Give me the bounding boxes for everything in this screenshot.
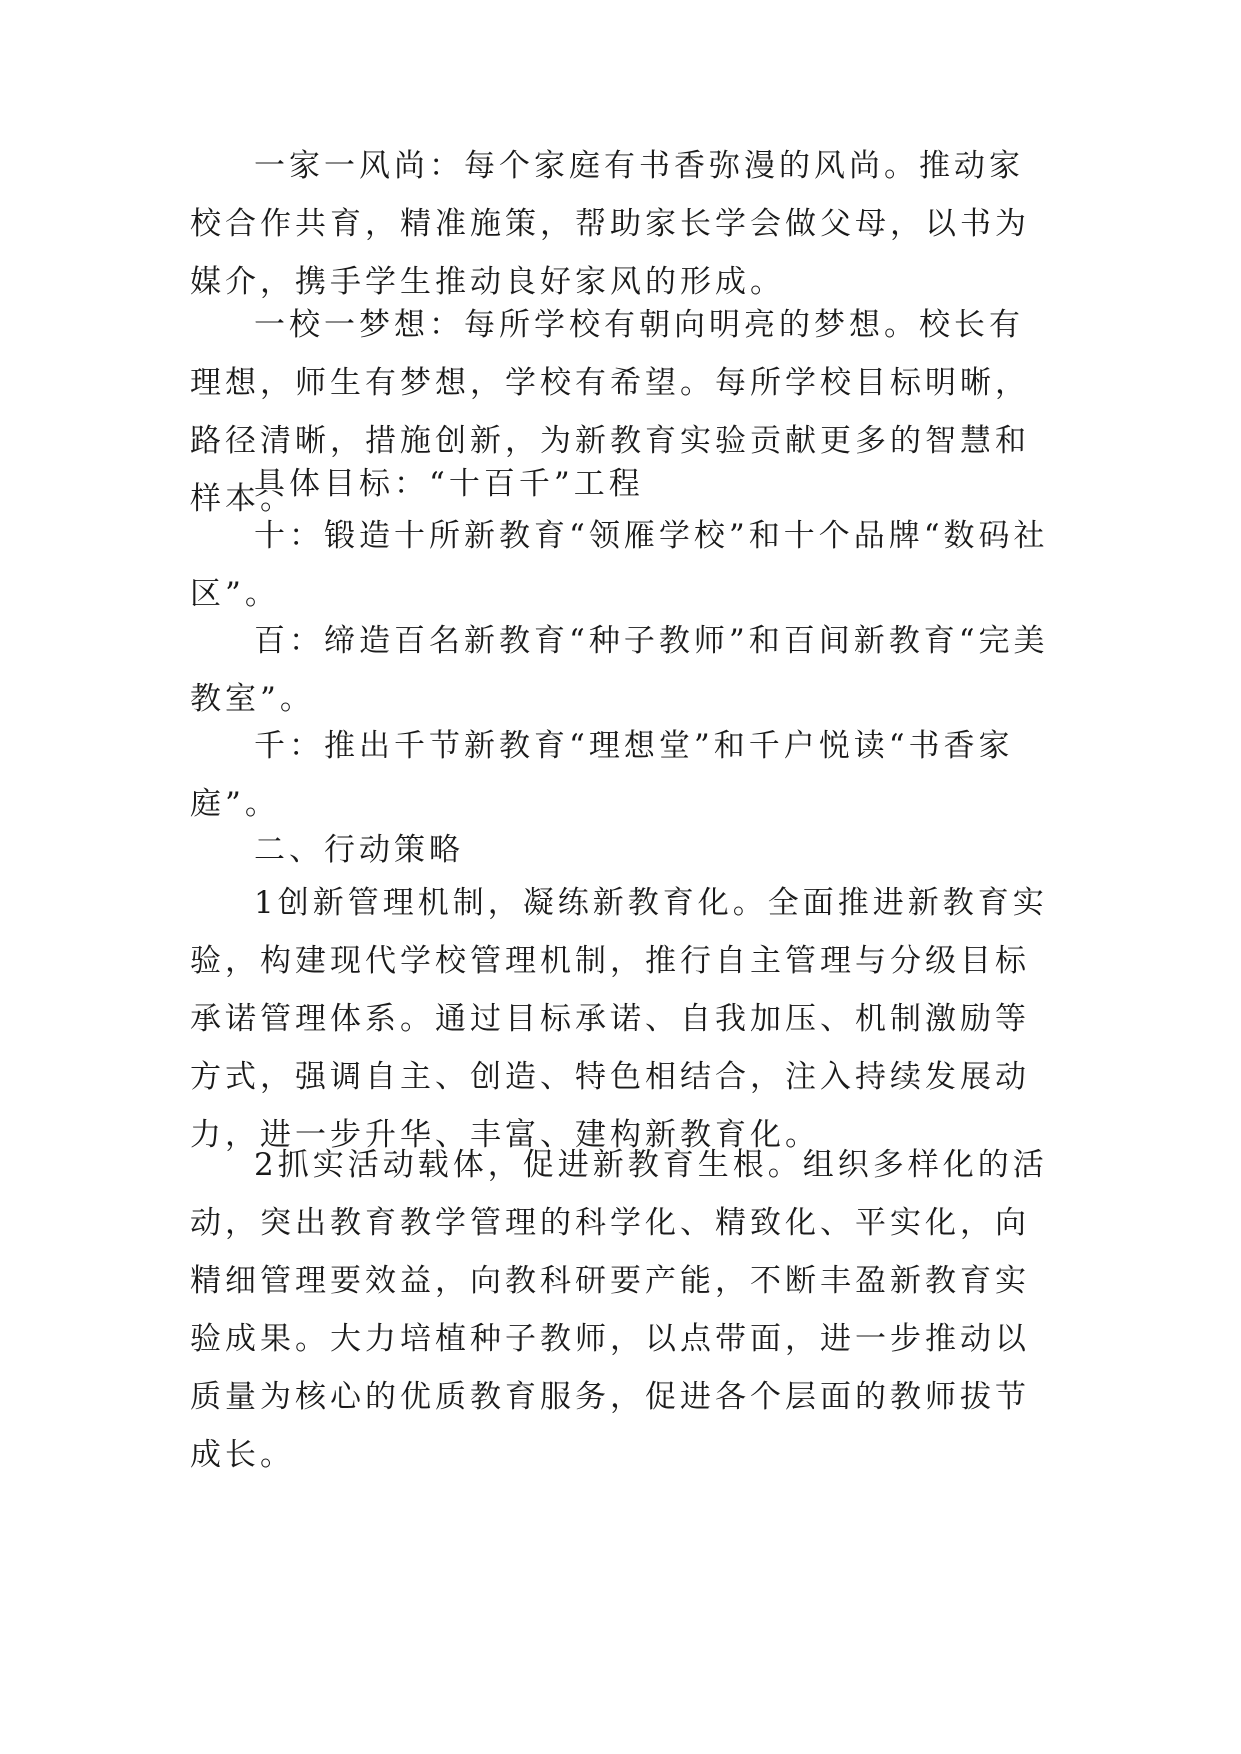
paragraph-school-goal: 一校一梦想：每所学校有朝向明亮的梦想。校长有理想，师生有梦想，学校有希望。每所学校目标明晰，路径清晰，措施创新，为新教育实验贡献更多的智慧和样本。	[190, 307, 1030, 517]
paragraph-thousand: 千：推出千节新教育“理想堂”和千户悦读“书香家庭”。	[190, 728, 1014, 822]
paragraph-strategy-1: 1创新管理机制，凝练新教育化。全面推进新教育实验，构建现代学校管理机制，推行自主管理与分级目标承诺管理体系。通过目标承诺、自我加压、机制激励等方式，强调自主、创造、特色相结合，注入持续发展动力，进一步升华、丰富、建构新教育化。	[190, 885, 1048, 1153]
paragraph-strategy-2: 2抓实活动载体，促进新教育生根。组织多样化的活动，突出教育教学管理的科学化、精致化、平实化，向精细管理要效益，向教科研要产能，不断丰盈新教育实验成果。大力培植种子教师，以点带面，进一步推动以质量为核心的优质教育服务，促进各个层面的教师拔节成长。	[190, 1147, 1048, 1473]
section-heading-action-strategy: 二、行动策略	[254, 832, 464, 868]
paragraph-hundred: 百：缔造百名新教育“种子教师”和百间新教育“完美教室”。	[190, 623, 1049, 717]
paragraph-specific-goals: 具体目标：“十百千”工程	[254, 466, 644, 502]
paragraph-family-goal: 一家一风尚：每个家庭有书香弥漫的风尚。推动家校合作共育，精准施策，帮助家长学会做父母，以书为媒介，携手学生推动良好家风的形成。	[190, 148, 1030, 300]
paragraph-ten: 十：锻造十所新教育“领雁学校”和十个品牌“数码社区”。	[190, 518, 1049, 612]
